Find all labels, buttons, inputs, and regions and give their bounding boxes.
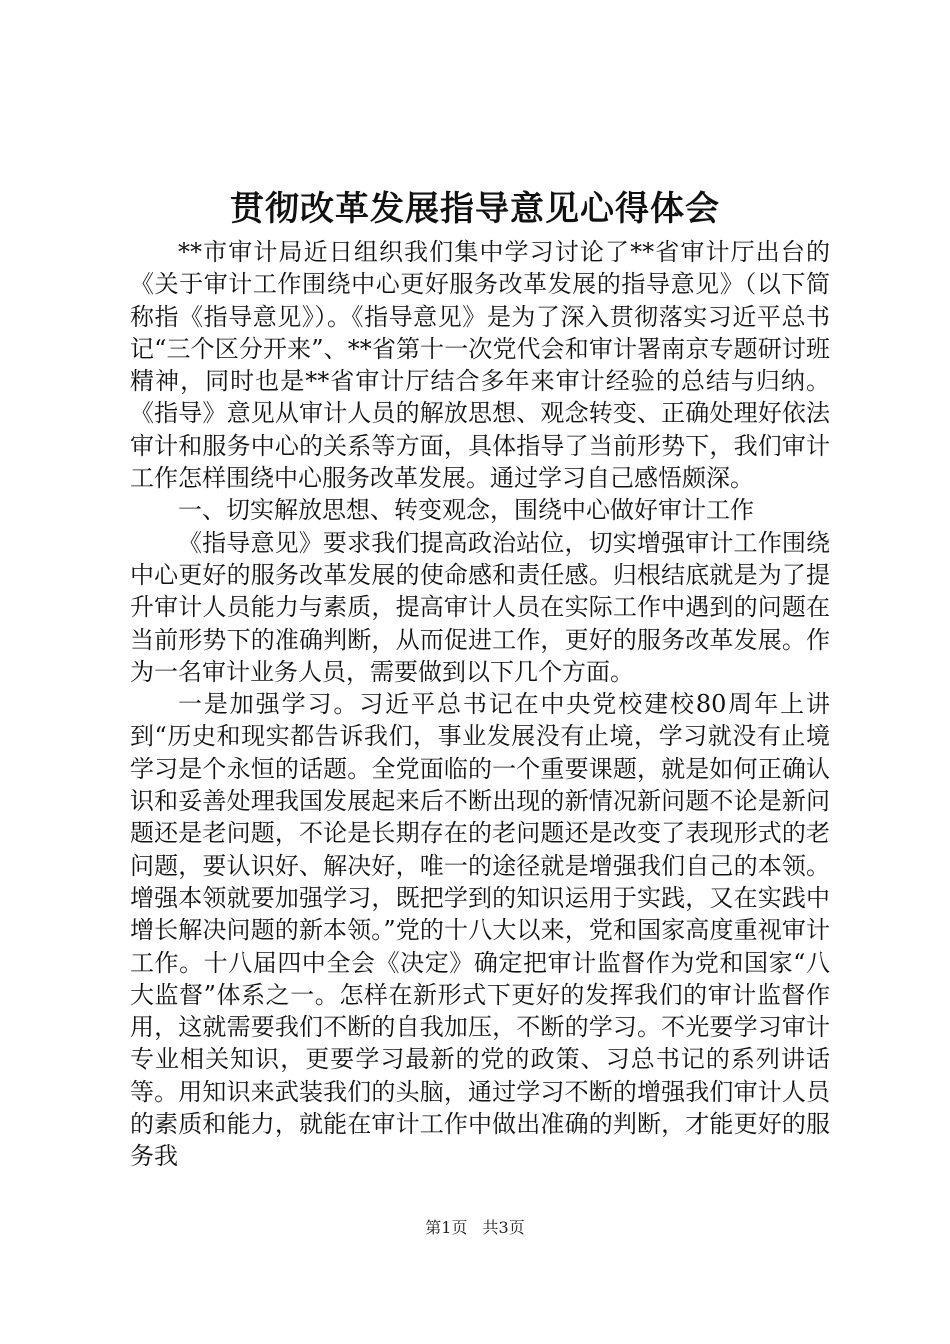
paragraph-study: 一是加强学习。习近平总书记在中央党校建校80周年上讲到“历史和现实都告诉我们，事业发展没有止境，学习就没有止境学习是个永恒的话题。全党面临的一个重要课题，就是如何正确认识和妥善处理我国发展起来后不断出现的新情况新问题不论是新问题还是老问题，不论是长期存在的老问题还是改变了表现形式的老问题，要认识好、解决好，唯一的途径就是增强我们自己的本领。增强本领就要加强学习，既把学到的知识运用于实践，又在实践中增长解决问题的新本领。”党的十八大以来，党和国家高度重视审计工作。十八届四中全会《决定》确定把审计监督作为党和国家“八大监督”体系之一。怎样在新形式下更好的发挥我们的审计监督作用，这就需要我们不断的自我加压，不断的学习。不光要学习审计专业相关知识，更要学习最新的党的政策、习总书记的系列讲话等。用知识来武装我们的头脑，通过学习不断的增强我们审计人员的素质和能力，就能在审计工作中做出准确的判断，才能更好的服务我	[130, 690, 830, 1171]
paragraph-guidance: 《指导意见》要求我们提高政治站位，切实增强审计工作围绕中心更好的服务改革发展的使命感和责任感。归根结底就是为了提升审计人员能力与素质，提高审计人员在实际工作中遇到的问题在当前形势下的准确判断，从而促进工作，更好的服务改革发展。作为一名审计业务人员，需要做到以下几个方面。	[130, 528, 830, 686]
paragraph-intro: **市审计局近日组织我们集中学习讨论了**省审计厅出台的《关于审计工作围绕中心更好服务改革发展的指导意见》（以下简称指《指导意见》）。《指导意见》是为了深入贯彻落实习近平总书记“三个区分开来”、**省第十一次党代会和审计署南京专题研讨班精神，同时也是**省审计厅结合多年来审计经验的总结与归纳。《指导》意见从审计人员的解放思想、观念转变、正确处理好依法审计和服务中心的关系等方面，具体指导了当前形势下，我们审计工作怎样围绕中心服务改革发展。通过学习自己感悟颇深。	[130, 238, 830, 493]
section-heading-1: 一、切实解放思想、转变观念，围绕中心做好审计工作	[178, 496, 754, 525]
page-total: 共3页	[482, 1218, 525, 1237]
document-title: 贯彻改革发展指导意见心得体会	[230, 189, 720, 229]
document-body	[130, 236, 830, 1173]
page-footer	[0, 1217, 950, 1239]
page-number: 第1页	[425, 1218, 468, 1237]
